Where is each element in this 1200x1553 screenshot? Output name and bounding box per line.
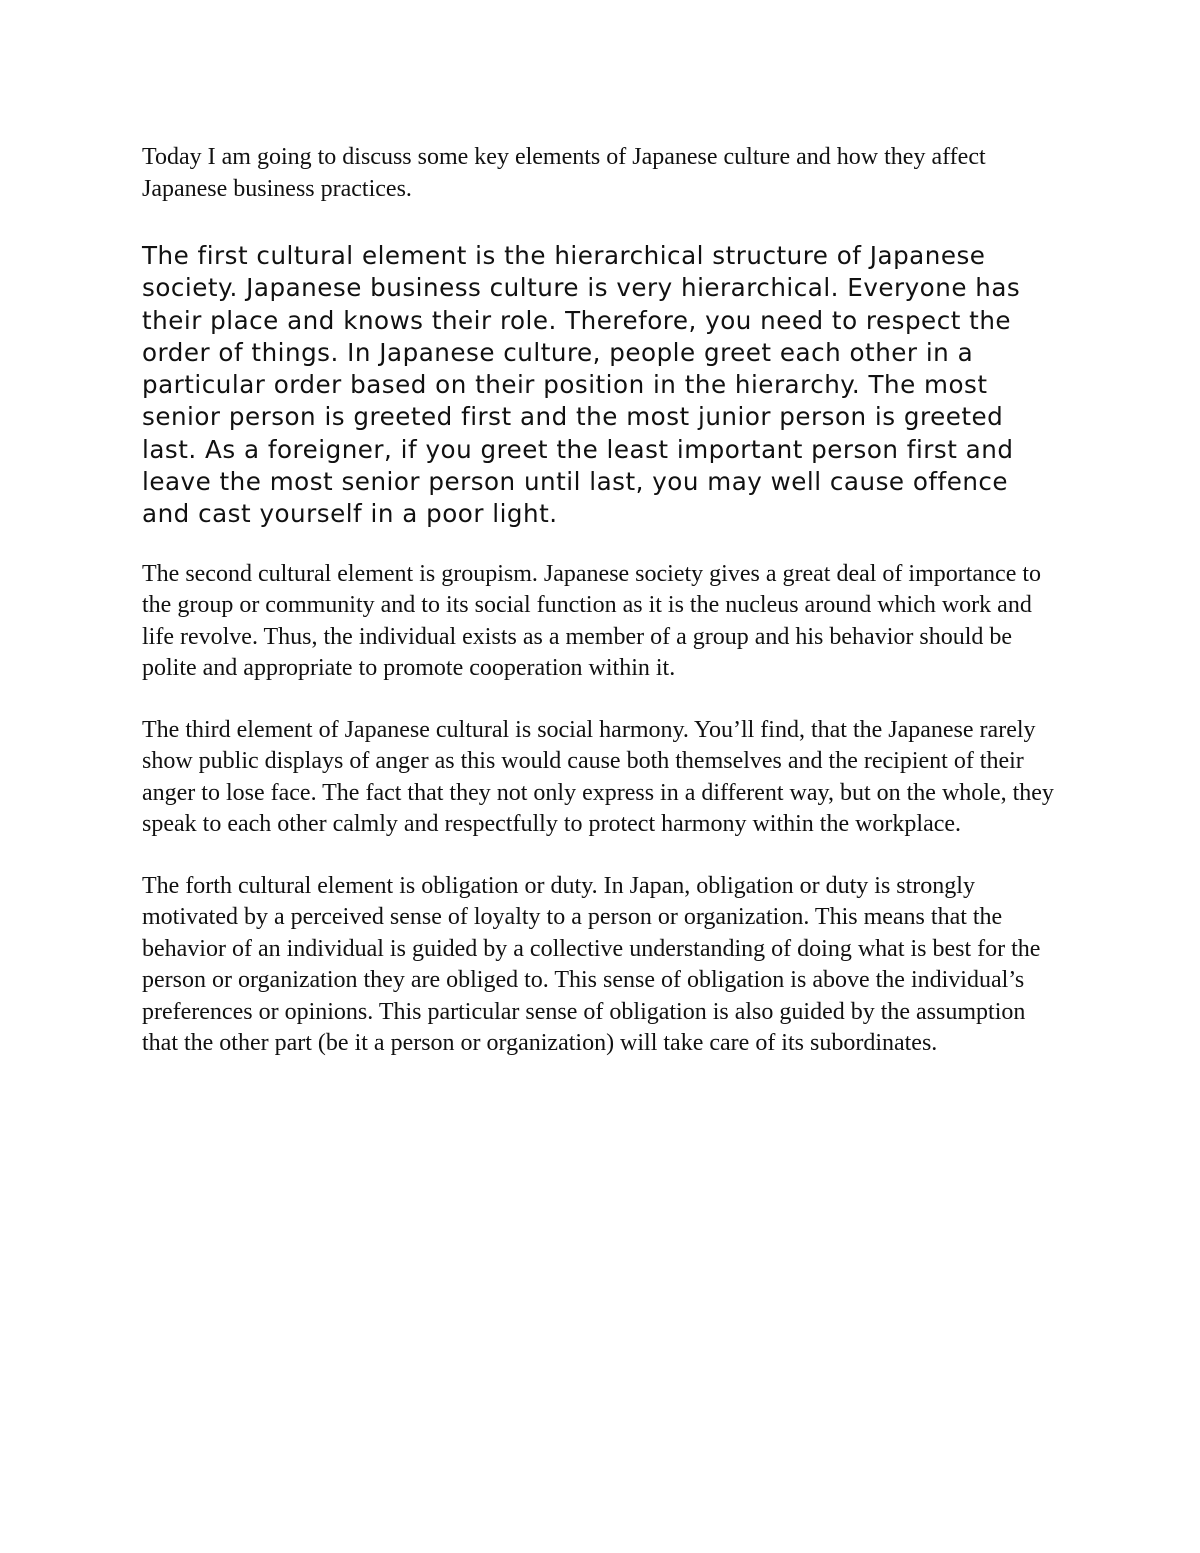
harmony-paragraph: The third element of Japanese cultural is social harmony. You’ll find, that the Japanese rarely show public displays of anger as this would cause both themselves and the recipient of their anger to lose face. The fact that they not only express in a different way, but on the whole, they speak to each other calmly and respectfully to protect harmony within the workplace. bbox=[142, 716, 1054, 838]
hierarchy-paragraph: The first cultural element is the hierarchical structure of Japanese society. Japanese business culture is very hierarchical. Everyone has their place and knows their role. Therefore, you need to respect the order of things. In Japanese culture, people greet each other in a particular order based on their position in the hierarchy. The most senior person is greeted first and the most junior person is greeted last. As a foreigner, if you greet the least important person first and leave the most senior person until last, you may well cause offence and cast yourself in a poor light. bbox=[142, 241, 1021, 529]
groupism-paragraph: The second cultural element is groupism. Japanese society gives a great deal of importance to the group or community and to its social function as it is the nucleus around which work and life revolve. Thus, the individual exists as a member of a group and his behavior should be polite and appropriate to promote cooperation within it. bbox=[142, 560, 1042, 682]
obligation-paragraph: The forth cultural element is obligation or duty. In Japan, obligation or duty is strongly motivated by a perceived sense of loyalty to a person or organization. This means that the behavior of an individual is guided by a collective understanding of doing what is best for the person or organization they are obliged to. This sense of obligation is above the individual’s preferences or opinions. This particular sense of obligation is also guided by the assumption that the other part (be it a person or organization) will take care of its subordinates. bbox=[142, 872, 1041, 1057]
intro-paragraph: Today I am going to discuss some key elements of Japanese culture and how they affect Japanese business practices. bbox=[142, 144, 986, 202]
document-body bbox=[142, 142, 1062, 1060]
